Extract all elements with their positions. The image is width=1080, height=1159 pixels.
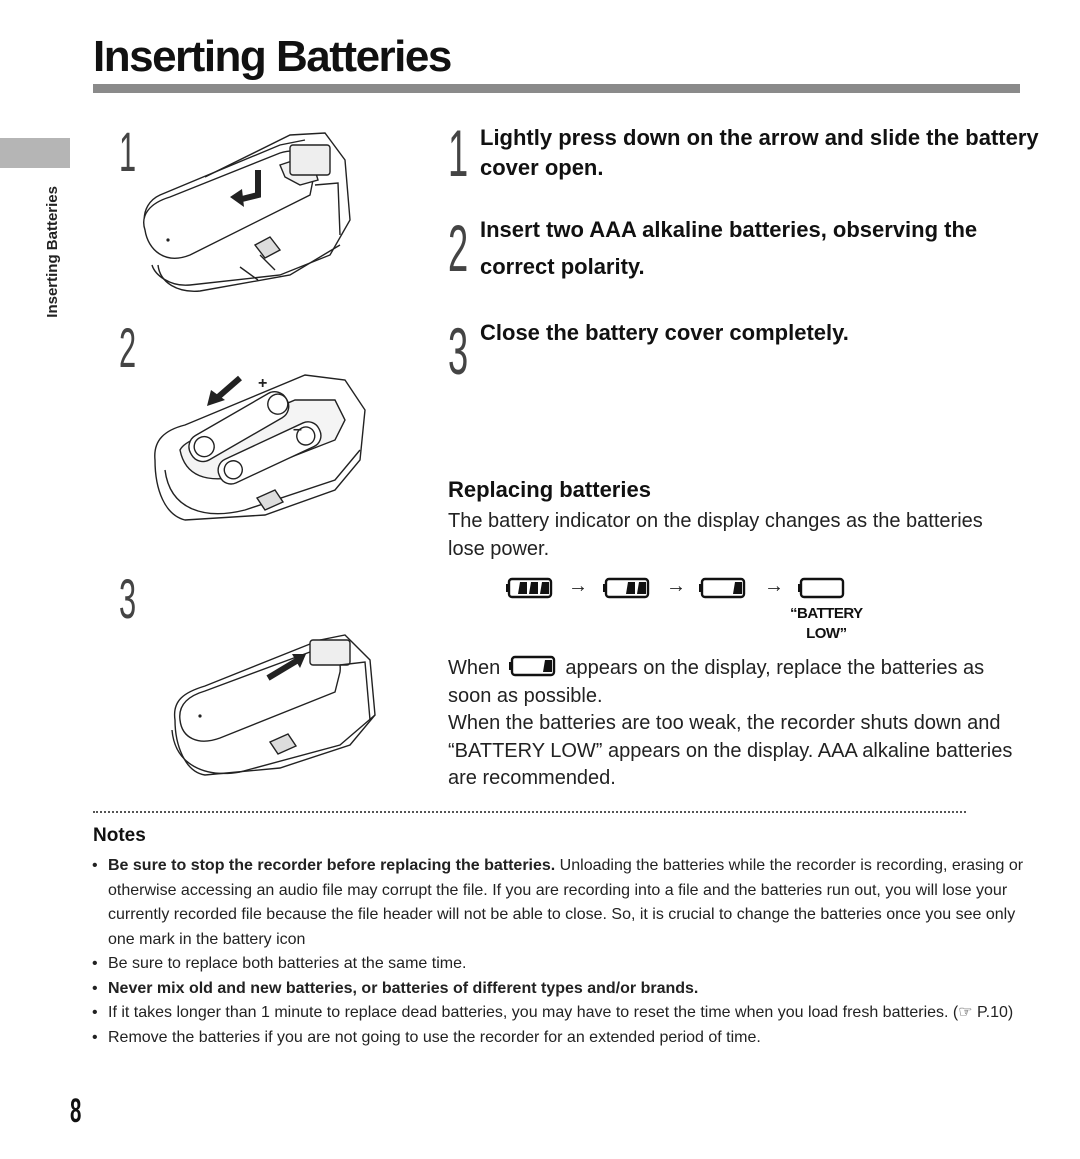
note-item-3 — [90, 977, 1025, 1002]
title-rule — [93, 84, 1020, 93]
note-2-text: Be sure to replace both batteries at the same time. — [108, 955, 467, 972]
step-3-number: 3 — [448, 314, 469, 388]
step-1-number: 1 — [448, 116, 469, 190]
when-text: When — [448, 657, 501, 679]
battery-terminal — [699, 584, 702, 592]
side-tab-label — [44, 186, 64, 356]
note-item-5 — [90, 1026, 1025, 1051]
when-after-text: appears on the display, replace the batteries as soon as possible. — [448, 657, 985, 707]
side-tab-label-text: Inserting Batteries — [44, 186, 61, 318]
battery-two-bars-icon — [602, 577, 652, 599]
step-3 — [448, 314, 1040, 388]
dotted-separator — [93, 811, 966, 813]
replacing-intro-text: The battery indicator on the display changes as the batteries lose power. — [448, 510, 983, 560]
illustration-number-1: 1 — [119, 120, 137, 183]
step-2 — [448, 211, 1025, 285]
note-3-bold: Never mix old and new batteries, or batteries of different types and/or brands. — [108, 979, 699, 997]
illustration-number-3: 3 — [119, 567, 137, 630]
step-2-number: 2 — [448, 211, 469, 285]
step-1 — [448, 116, 1040, 190]
close-cover-illustration — [160, 620, 390, 790]
arrow-right-icon: → — [568, 575, 588, 597]
side-tab-marker — [0, 138, 70, 168]
battery-full-icon — [505, 577, 555, 599]
svg-text:–: – — [293, 421, 302, 438]
step-3-text: Close the battery cover completely. — [480, 320, 849, 345]
arrow-right-icon: → — [764, 575, 784, 597]
page-title: Inserting Batteries — [93, 32, 451, 81]
recorder-cover-open-illustration — [130, 125, 360, 305]
battery-low-label-line-1: “BATTERY — [790, 605, 863, 622]
battery-terminal — [506, 584, 509, 592]
note-1-bold: Be sure to stop the recorder before replacing the batteries. — [108, 857, 556, 874]
note-item-2 — [90, 952, 1025, 977]
page-number: 8 — [70, 1092, 82, 1130]
battery-body — [801, 579, 843, 597]
insert-batteries-illustration — [145, 360, 375, 530]
replace-warning-paragraph — [448, 655, 1023, 710]
note-item-4 — [90, 1001, 1025, 1026]
step-1-text: Lightly press down on the arrow and slide the battery cover open. — [480, 125, 1039, 180]
note-item-1 — [90, 854, 1025, 952]
battery-low-label — [790, 604, 863, 644]
note-1-text: Unloading the batteries while the recorder is recording, erasing or otherwise accessing an audio file may corrupt the file. If you are recording into a file and the batteries run out, you will lose your currently recorded file because the file header will not be able to close. So, it is crucial to change the batteries once you see only one mark in the battery icon — [108, 857, 1024, 948]
battery-terminal — [603, 584, 606, 592]
battery-empty-icon — [797, 577, 847, 599]
svg-text:+: + — [258, 375, 268, 392]
battery-weak-paragraph: When the batteries are too weak, the recorder shuts down and “BATTERY LOW” appears on the display. AAA alkaline batteries are recommended. — [448, 712, 1013, 789]
battery-low-label-line-2: LOW” — [806, 625, 847, 642]
note-4-text: If it takes longer than 1 minute to replace dead batteries, you may have to reset the time when you load fresh batteries. (☞ P.10) — [108, 1004, 1014, 1021]
notes-heading: Notes — [93, 825, 146, 846]
battery-indicator-sequence — [500, 574, 860, 602]
step-2-text: Insert two AAA alkaline batteries, observing the correct polarity. — [480, 217, 978, 279]
replacing-batteries-heading: Replacing batteries — [448, 477, 651, 502]
illustration-number-2: 2 — [119, 316, 137, 379]
notes-list — [90, 854, 1025, 1050]
battery-one-bar-icon — [508, 655, 558, 677]
note-5-text: Remove the batteries if you are not going to use the recorder for an extended period of time. — [108, 1028, 761, 1046]
battery-terminal — [798, 584, 801, 592]
arrow-right-icon: → — [666, 575, 686, 597]
battery-terminal — [509, 662, 512, 670]
battery-one-bar-icon — [698, 577, 748, 599]
